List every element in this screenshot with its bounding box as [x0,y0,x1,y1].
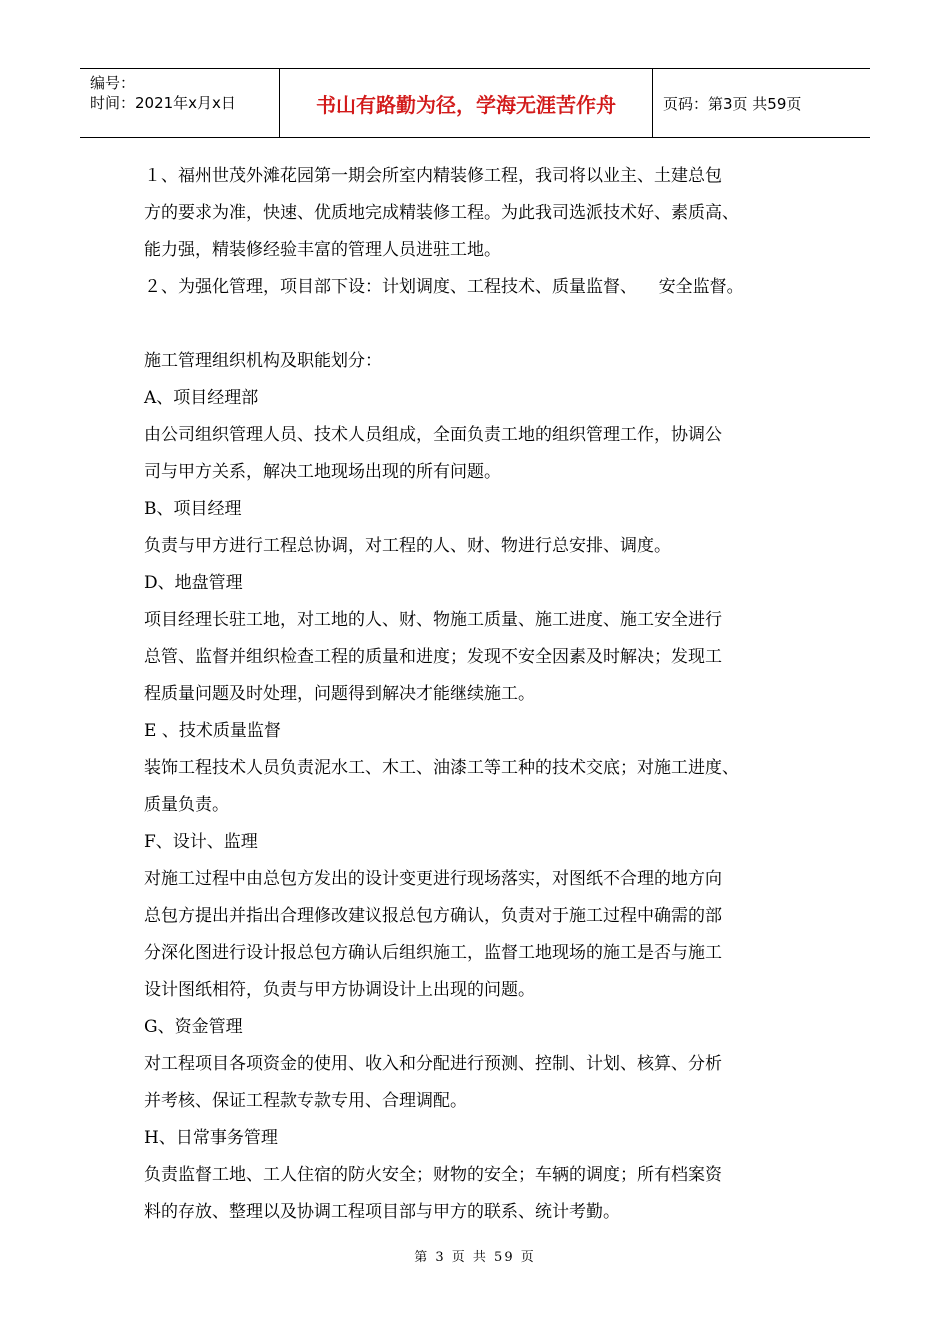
paragraph-line: 能力强，精装修经验丰富的管理人员进驻工地。 [144,240,501,260]
section-heading: A、项目经理部 [144,388,259,408]
paragraph-line: 司与甲方关系，解决工地现场出现的所有问题。 [144,462,501,482]
paragraph-line: 程质量问题及时处理，问题得到解决才能继续施工。 [144,684,535,704]
paragraph-line: 总包方提出并指出合理修改建议报总包方确认，负责对于施工过程中确需的部 [144,906,722,926]
paragraph-line: 由公司组织管理人员、技术人员组成，全面负责工地的组织管理工作，协调公 [144,425,722,445]
paragraph-line: 项目经理长驻工地，对工地的人、财、物施工质量、施工进度、施工安全进行 [144,610,722,630]
paragraph-line: 负责监督工地、工人住宿的防火安全；财物的安全；车辆的调度；所有档案资 [144,1165,722,1185]
paragraph-line: 负责与甲方进行工程总协调，对工程的人、财、物进行总安排、调度。 [144,536,671,556]
document-body [144,158,814,1231]
header-motto: 书山有路勤为径，学海无涯苦作舟 [280,69,653,137]
header-page-info: 页码：第3页 共59页 [663,94,802,113]
paragraph-line: 分深化图进行设计报总包方确认后组织施工，监督工地现场的施工是否与施工 [144,943,722,963]
page-footer: 第 3 页 共 59 页 [414,1250,536,1265]
section-heading: B、项目经理 [144,499,242,519]
paragraph-line: 并考核、保证工程款专款专用、合理调配。 [144,1091,467,1111]
paragraph-line: 质量负责。 [144,795,229,815]
section-heading: D、地盘管理 [144,573,243,593]
paragraph-line: 装饰工程技术人员负责泥水工、木工、油漆工等工种的技术交底；对施工进度、 [144,758,739,778]
paragraph-line: 设计图纸相符，负责与甲方协调设计上出现的问题。 [144,980,535,1000]
document-header [80,68,870,138]
section-heading: G、资金管理 [144,1017,243,1037]
header-time: 时间：2021年x月x日 [90,94,236,112]
section-heading: E 、技术质量监督 [144,721,281,741]
paragraph-line: 总管、监督并组织检查工程的质量和进度；发现不安全因素及时解决；发现工 [144,647,722,667]
blank-line [144,306,814,343]
section-heading: H、日常事务管理 [144,1128,278,1148]
section-heading: F、设计、监理 [144,832,258,852]
section-intro: 施工管理组织机构及职能划分： [144,351,382,371]
paragraph-line: ２、为强化管理，项目部下设：计划调度、工程技术、质量监督、 安全监督。 [144,277,744,297]
paragraph-line: 料的存放、整理以及协调工程项目部与甲方的联系、统计考勤。 [144,1202,620,1222]
paragraph-line: 方的要求为准，快速、优质地完成精装修工程。为此我司选派技术好、素质高、 [144,203,739,223]
header-meta [80,69,280,137]
paragraph-line: 对工程项目各项资金的使用、收入和分配进行预测、控制、计划、核算、分析 [144,1054,722,1074]
paragraph-line: １、福州世茂外滩花园第一期会所室内精装修工程，我司将以业主、土建总包 [144,166,722,186]
header-number: 编号： [90,74,136,92]
paragraph-line: 对施工过程中由总包方发出的设计变更进行现场落实，对图纸不合理的地方向 [144,869,722,889]
